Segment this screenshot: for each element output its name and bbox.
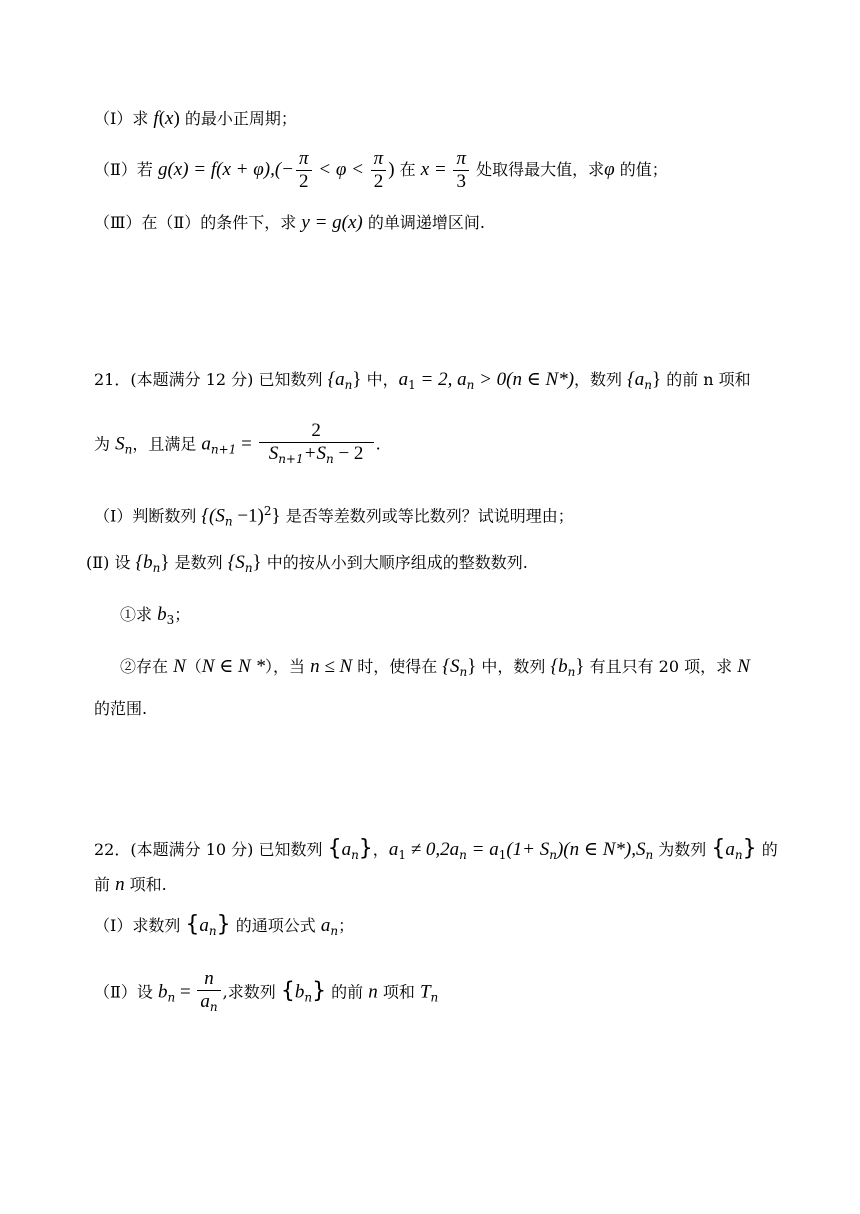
q20-part3: （Ⅲ）在（Ⅱ）的条件下，求 y = g(x) 的单调递增区间.	[94, 212, 485, 233]
q21-part1: （Ⅰ）判断数列 $\{(S_n -1)^2\}$ 是否等差数列或等比数列？试说明理由；	[94, 504, 574, 529]
q21-part2: (Ⅱ) 设 $\{b_n\}$ 是数列 $\{S_n\}$ 中的按从小到大顺序组成的整数数列.	[86, 552, 528, 575]
q22-header-cont: 前 n 项和.	[94, 874, 167, 895]
q20-part1: （Ⅰ）求 f(x) 的最小正周期；	[94, 108, 297, 129]
q22-part2: （Ⅱ）设 $b_n$ = $\frac{n}{a_n}$ ,求数列 $\{b_n\}$ 的前 n 项和 $T_n$	[94, 968, 439, 1014]
q22-header: 22．(本题满分 10 分) 已知数列 $\{a_n\}$，$a_1 \ne 0,2a_n = a_1(1+ S_n)(n$ ∈ $N*),S_n$ 为数列 $\{a_n\}$ 的	[94, 836, 778, 862]
q21-header: 21．(本题满分 12 分) 已知数列 $\{a_n\}$ 中，$a_1 = 2$, $a_n > 0(n$ ∈ N*)，数列 $\{a_n\}$ 的前 n 项和	[94, 369, 751, 392]
q21-sub2-end: 的范围.	[94, 699, 148, 718]
q21-sub2: ②存在 N（N ∈ N *），当 n ≤ N 时，使得在 $\{S_n\}$ 中，数列 $\{b_n\}$ 有且只有 20 项，求 N	[120, 656, 750, 679]
q21-sub1: ①求 $b_3$；	[120, 604, 191, 627]
q21-condition: 为 $S_n$，且满足 $a_{n+1}$ = $\frac{2}{S_{n+1}+S_n - 2}$ .	[94, 420, 381, 466]
q22-part1: （Ⅰ）求数列 $\{a_n\}$ 的通项公式 $a_n$；	[94, 912, 355, 938]
q20-part2: （Ⅱ）若 g(x) = f(x + φ),(− $\frac{\pi}{2}$ < φ < $\frac{\pi}{2}$ ) 在 x = $\frac{\pi}{3}$ 处取得最大值，求φ 的值；	[94, 148, 668, 192]
